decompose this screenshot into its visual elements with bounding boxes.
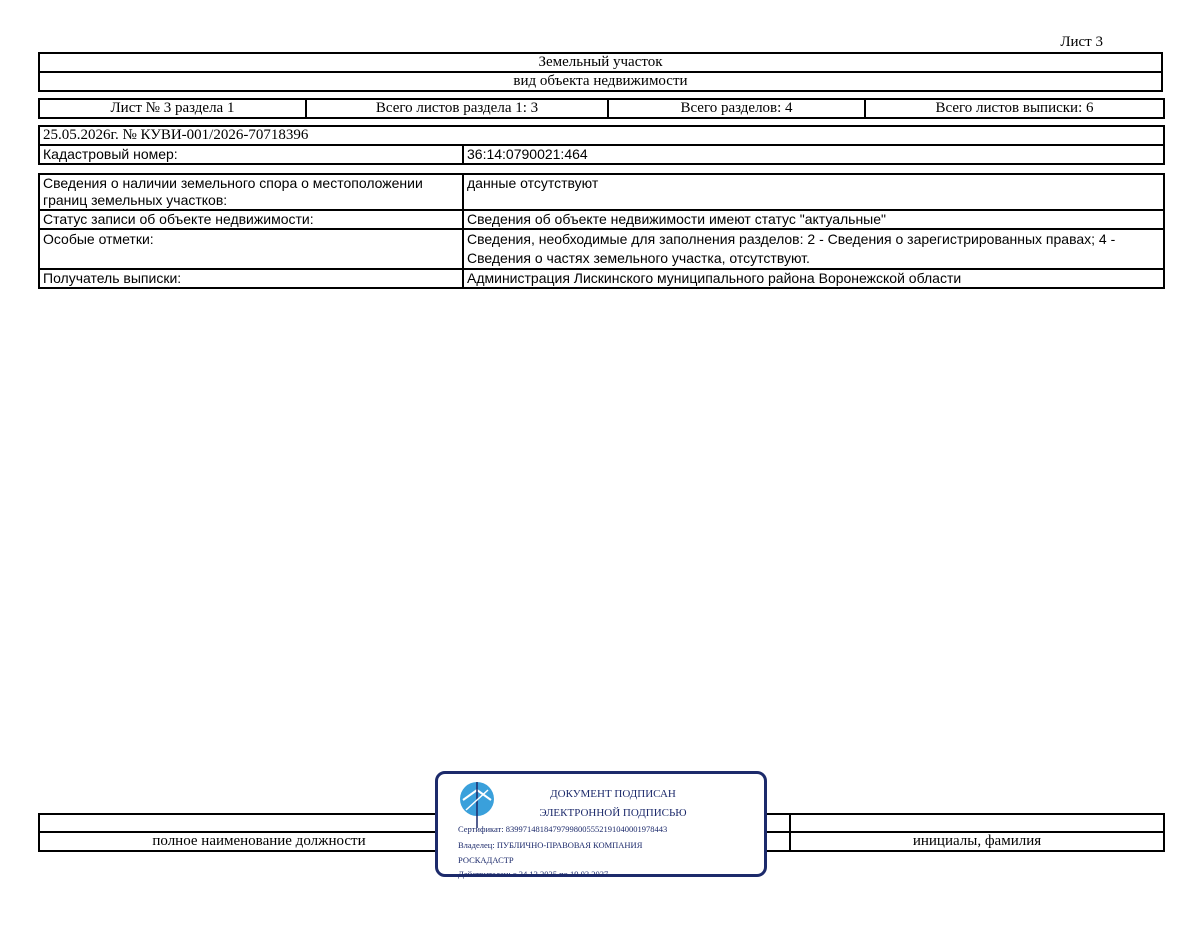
- stamp-title-line2: ЭЛЕКТРОННОЙ ПОДПИСЬЮ: [539, 807, 687, 819]
- total-sections: Всего разделов: 4: [608, 99, 865, 118]
- cadastral-label: Кадастровый номер:: [39, 145, 463, 164]
- stamp-validity: Действителен: с 24.12.2025 по 19.03.2027: [458, 869, 609, 879]
- object-type-caption: вид объекта недвижимости: [39, 72, 1162, 91]
- stamp-owner-line1: Владелец: ПУБЛИЧНО-ПРАВОВАЯ КОМПАНИЯ: [458, 840, 643, 850]
- info-value: Сведения, необходимые для заполнения разделов: 2 - Сведения о зарегистрированных правах; 4 - Сведения о частях земельного участка, отсутствуют.: [463, 229, 1164, 269]
- electronic-signature-stamp: [435, 771, 767, 877]
- info-value: Администрация Лискинского муниципального района Воронежской области: [463, 269, 1164, 288]
- stamp-certificate: Сертификат: 83997148184797998005552191040001978443: [458, 824, 668, 834]
- object-type: Земельный участок: [39, 53, 1162, 72]
- registration-date-number: 25.05.2026г. № КУВИ-001/2026-70718396: [39, 126, 1164, 145]
- sheet-of-section: Лист № 3 раздела 1: [39, 99, 306, 118]
- info-label: Особые отметки:: [39, 229, 463, 269]
- name-caption: инициалы, фамилия: [790, 832, 1164, 851]
- rosreestr-logo-icon: [458, 780, 496, 830]
- cadastral-value: 36:14:0790021:464: [463, 145, 1164, 164]
- sheet-number: Лист 3: [1060, 34, 1103, 50]
- info-row: [39, 210, 1164, 229]
- name-field: [790, 814, 1164, 832]
- total-sheets-extract: Всего листов выписки: 6: [865, 99, 1164, 118]
- info-table: [38, 173, 1165, 289]
- info-row: [39, 269, 1164, 288]
- info-row: [39, 174, 1164, 210]
- sheet-counters: [38, 98, 1165, 119]
- info-value: Сведения об объекте недвижимости имеют статус "актуальные": [463, 210, 1164, 229]
- stamp-owner-line2: РОСКАДАСТР: [458, 855, 514, 865]
- position-field: [39, 814, 479, 832]
- info-row: [39, 229, 1164, 269]
- info-label: Статус записи об объекте недвижимости:: [39, 210, 463, 229]
- object-type-header: [38, 52, 1163, 92]
- position-caption: полное наименование должности: [39, 832, 479, 851]
- total-sheets-section: Всего листов раздела 1: 3: [306, 99, 608, 118]
- info-label: Получатель выписки:: [39, 269, 463, 288]
- info-value: данные отсутствуют: [463, 174, 1164, 210]
- stamp-title-line1: ДОКУМЕНТ ПОДПИСАН: [550, 788, 676, 800]
- registration-table: [38, 125, 1165, 165]
- info-label: Сведения о наличии земельного спора о местоположении границ земельных участков:: [39, 174, 463, 210]
